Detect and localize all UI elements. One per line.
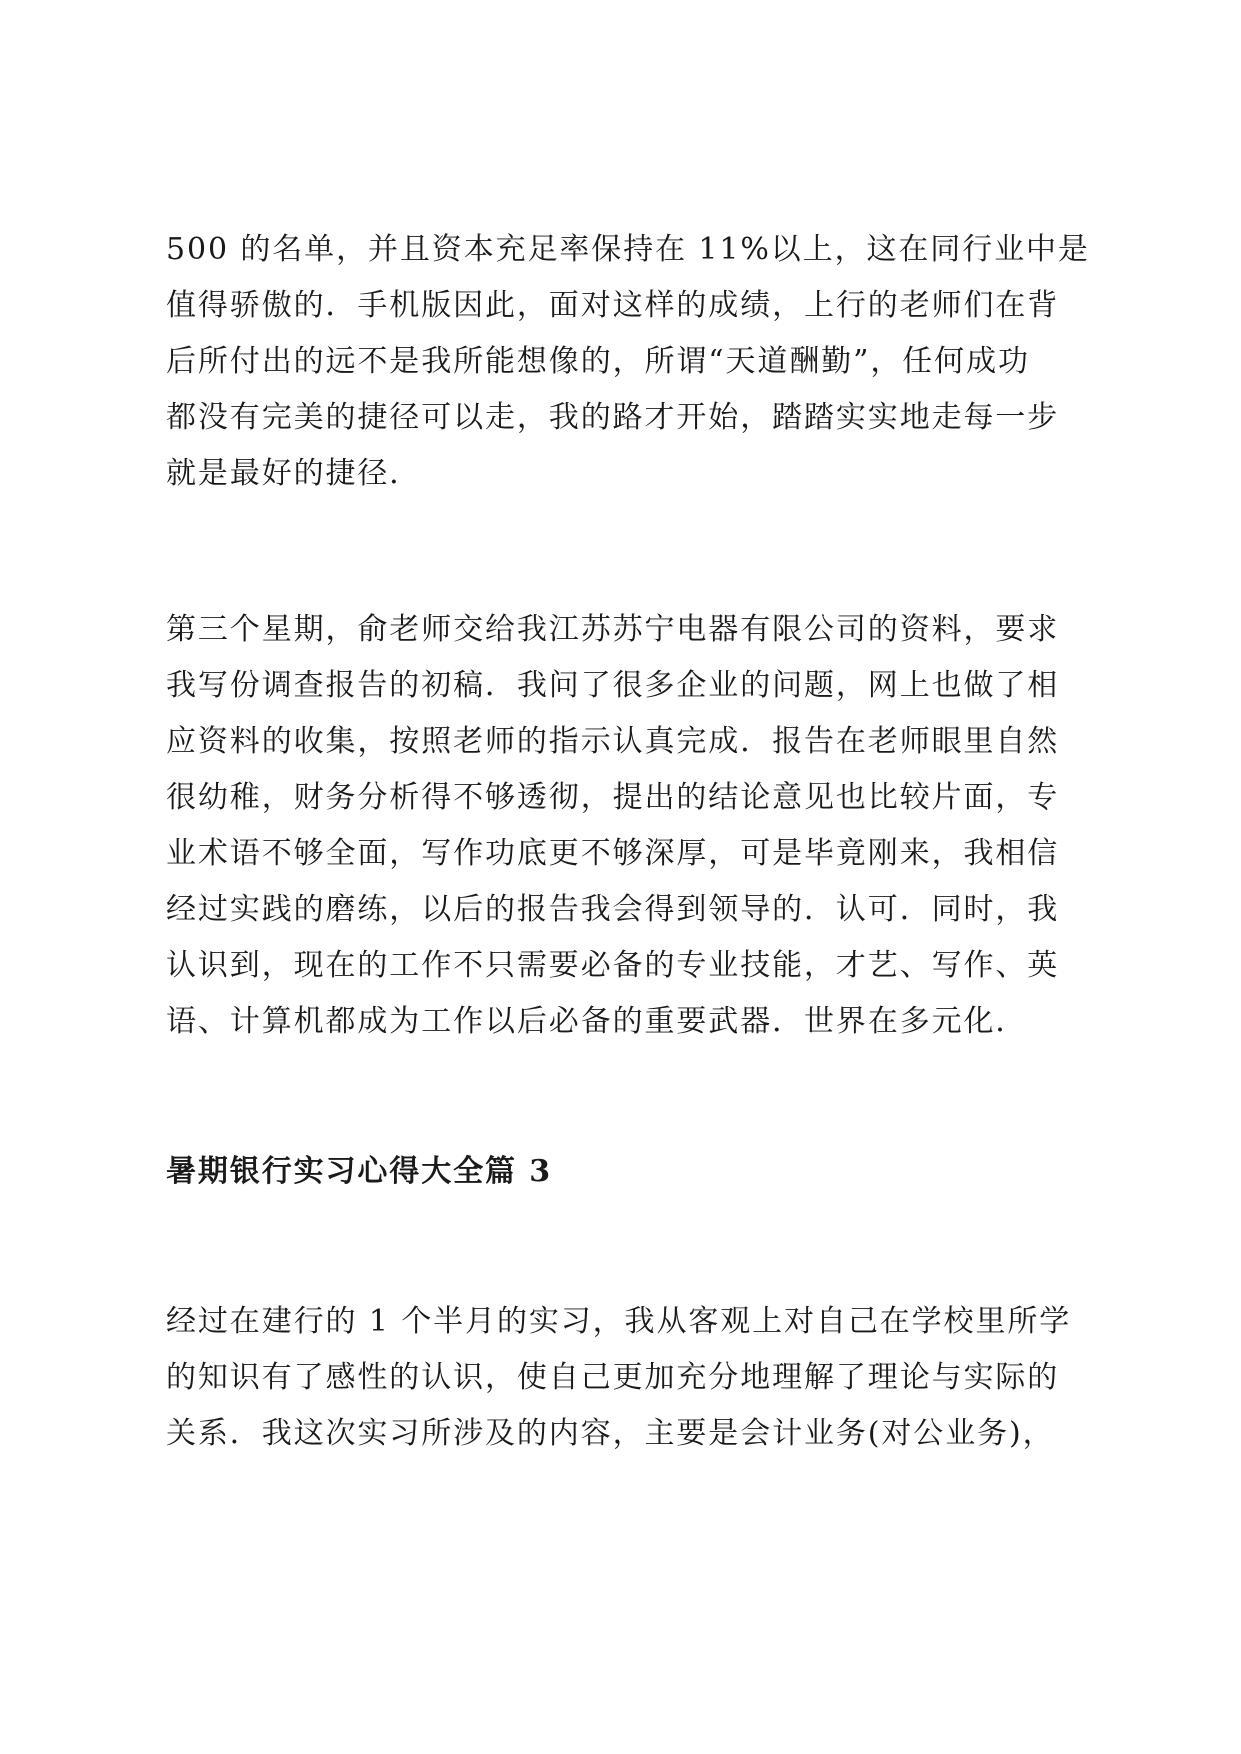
section-heading: 暑期银行实习心得大全篇 3 — [166, 1154, 553, 1189]
paragraph-gap — [166, 1050, 1086, 1144]
text-line: 业术语不够全面，写作功底更不够深厚，可是毕竟刚来，我相信 — [166, 836, 1060, 871]
text-line: 就是最好的捷径． — [166, 456, 422, 491]
text-line: 我写份调查报告的初稿．我问了很多企业的问题，网上也做了相 — [166, 668, 1060, 703]
paragraph-gap — [166, 502, 1086, 602]
document-body — [166, 222, 1090, 1462]
paragraph-gap — [166, 1200, 1086, 1294]
paragraph — [166, 1294, 1086, 1462]
text-line: 认识到，现在的工作不只需要必备的专业技能，才艺、写作、英 — [166, 948, 1060, 983]
text-line: 500 的名单，并且资本充足率保持在 11%以上，这在同行业中是 — [166, 232, 1090, 267]
text-line: 后所付出的远不是我所能想像的，所谓“天道酬勤”，任何成功 — [166, 344, 1030, 379]
text-line: 很幼稚，财务分析得不够透彻，提出的结论意见也比较片面，专 — [166, 780, 1060, 815]
text-line: 语、计算机都成为工作以后必备的重要武器．世界在多元化． — [166, 1004, 1028, 1039]
text-line: 应资料的收集，按照老师的指示认真完成．报告在老师眼里自然 — [166, 724, 1060, 759]
text-line: 关系．我这次实习所涉及的内容，主要是会计业务(对公业务)， — [166, 1416, 1055, 1451]
text-line: 经过实践的磨练，以后的报告我会得到领导的．认可．同时，我 — [166, 892, 1060, 927]
paragraph — [166, 222, 1090, 502]
text-line: 的知识有了感性的认识，使自己更加充分地理解了理论与实际的 — [166, 1360, 1060, 1395]
text-line: 都没有完美的捷径可以走，我的路才开始，踏踏实实地走每一步 — [166, 400, 1060, 435]
text-line: 经过在建行的 1 个半月的实习，我从客观上对自己在学校里所学 — [166, 1304, 1072, 1339]
text-line: 值得骄傲的．手机版因此，面对这样的成绩，上行的老师们在背 — [166, 288, 1060, 323]
text-line: 第三个星期，俞老师交给我江苏苏宁电器有限公司的资料，要求 — [166, 612, 1060, 647]
paragraph — [166, 602, 1086, 1050]
